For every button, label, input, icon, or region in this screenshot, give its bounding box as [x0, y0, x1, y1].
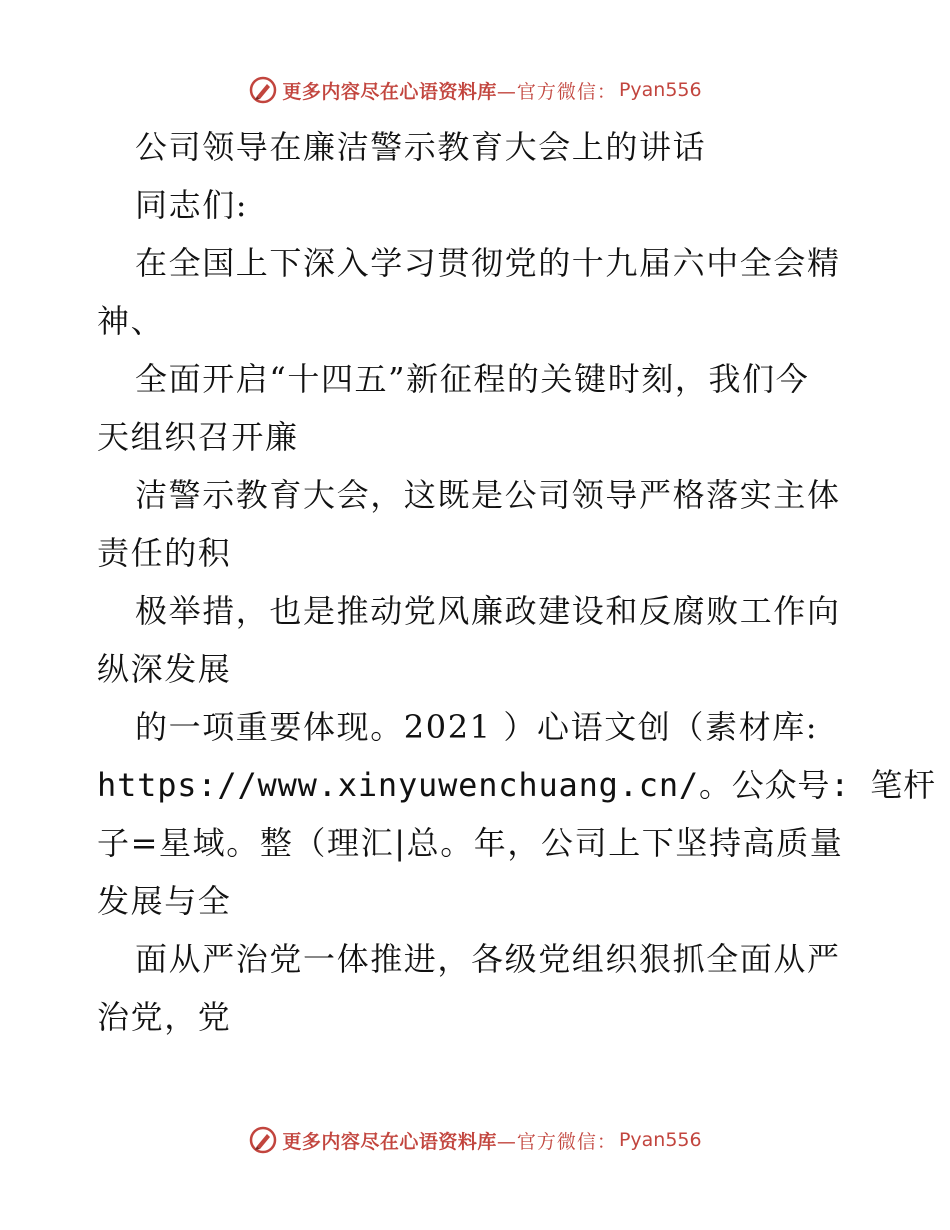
header-banner [0, 72, 950, 108]
banner-wechat-id: Pyan556 [618, 1129, 702, 1151]
doc-line-url: https://www.xinyuwenchuang.cn/。公众号: 笔杆 [97, 766, 936, 804]
banner-title: 更多内容尽在心语资料库 [282, 80, 497, 103]
doc-line: 在全国上下深入学习贯彻党的十九届六中全会精 [135, 244, 841, 282]
banner-wechat-label: —官方微信： [496, 1130, 617, 1153]
doc-line: 的一项重要体现。2021 ）心语文创（素材库: [135, 708, 819, 746]
banner-wechat-label: —官方微信： [496, 80, 617, 103]
doc-line: 洁警示教育大会，这既是公司领导严格落实主体 [135, 476, 841, 514]
pen-logo-icon [248, 1125, 278, 1155]
doc-line: 治党，党 [97, 998, 232, 1036]
pen-logo-icon [248, 75, 278, 105]
doc-line: 纵深发展 [97, 650, 232, 688]
footer-banner [0, 1122, 950, 1158]
doc-line: 神、 [97, 302, 165, 340]
doc-line: 极举措，也是推动党风廉政建设和反腐败工作向 [135, 592, 841, 630]
banner-title: 更多内容尽在心语资料库 [282, 1130, 497, 1153]
doc-line: 同志们: [135, 186, 249, 224]
doc-title: 公司领导在廉洁警示教育大会上的讲话 [135, 128, 707, 166]
doc-line: 发展与全 [97, 882, 232, 920]
doc-line: 责任的积 [97, 534, 232, 572]
doc-line: 面从严治党一体推进，各级党组织狠抓全面从严 [135, 940, 841, 978]
doc-line: 子=星域。整（理汇|总。年，公司上下坚持高质量 [97, 824, 844, 862]
banner-wechat-id: Pyan556 [618, 79, 702, 101]
doc-line: 天组织召开廉 [97, 418, 299, 456]
doc-line: 全面开启“十四五”新征程的关键时刻，我们今 [135, 360, 810, 398]
document-body [97, 118, 936, 1046]
